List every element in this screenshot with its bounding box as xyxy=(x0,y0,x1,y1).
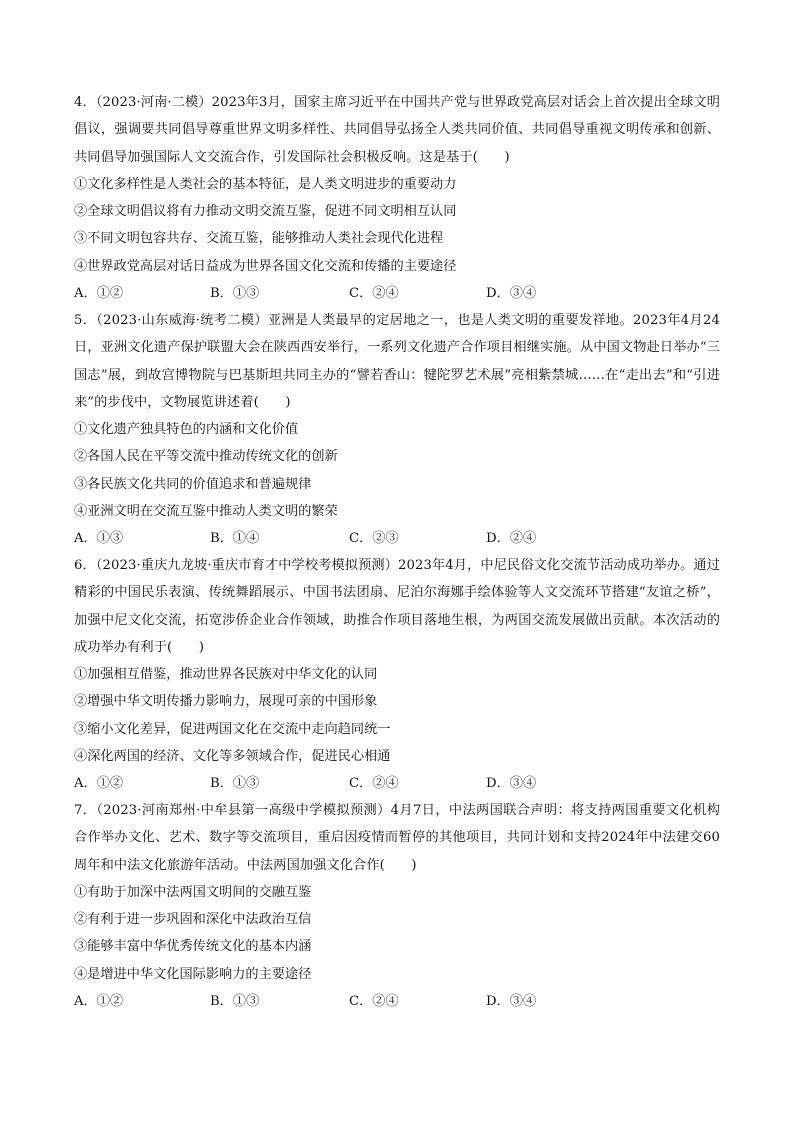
question-stem: 5．（2023·山东威海·统考二模）亚洲是人类最早的定居地之一，也是人类文明的重要发祥地。2023年4月24日，亚洲文化遗产保护联盟大会在陕西西安举行，一系列文化遗产合作项目相继实施。从中国文物赴日举办“三国志”展，到故宫博物院与巴基斯坦共同主办的“譬若香山：犍陀罗艺术展”亮相紫禁城……在“走出去”和“引进来”的步伐中，文物展览讲述着( ) xyxy=(74,313,720,410)
choice-c: C．②④ xyxy=(349,776,399,792)
question-stem: 6．（2023·重庆九龙坡·重庆市育才中学校考模拟预测）2023年4月，中尼民俗文化交流节活动成功举办。通过精彩的中国民乐表演、传统舞蹈展示、中国书法团扇、尼泊尔海娜手绘体验等人文交流环节搭建“友谊之桥”，加强中尼文化交流，拓宽涉侨企业合作领域，助推合作项目落地生根，为两国交流发展做出贡献。本次活动的成功举办有利于( ) xyxy=(74,558,720,655)
answer-choices xyxy=(74,988,720,1015)
statement-option: ③各民族文化共同的价值追求和普遍规律 xyxy=(74,476,312,492)
statement-option: ④亚洲文明在交流互鉴中推动人类文明的繁荣 xyxy=(74,504,338,520)
answer-choices xyxy=(74,525,720,552)
question-4 xyxy=(74,89,720,307)
statement-option: ①文化遗产独具特色的内涵和文化价值 xyxy=(74,422,299,438)
choice-b: B．①③ xyxy=(210,994,260,1010)
question-stem: 7．（2023·河南郑州·中牟县第一高级中学模拟预测）4月7日，中法两国联合声明：将支持两国重要文化机构合作举办文化、艺术、数字等交流项目，重启因疫情而暂停的其他项目，共同计划和支持2024年中法建交60周年和中法文化旅游年活动。中法两国加强文化合作( ) xyxy=(74,803,720,873)
question-6 xyxy=(74,552,720,798)
statement-option: ③缩小文化差异，促进两国文化在交流中走向趋同统一 xyxy=(74,721,391,737)
choice-b: B．①③ xyxy=(210,776,260,792)
choice-a: A．①② xyxy=(74,776,124,792)
choice-c: C．②③ xyxy=(349,531,399,547)
choice-b: B．①④ xyxy=(210,531,260,547)
statement-option: ④深化两国的经济、文化等多领域合作，促进民心相通 xyxy=(74,749,391,765)
statement-option: ①加强相互借鉴，推动世界各民族对中华文化的认同 xyxy=(74,667,378,683)
choice-d: D．③④ xyxy=(486,286,537,302)
answer-choices xyxy=(74,770,720,797)
question-7 xyxy=(74,797,720,1015)
choice-d: D．②④ xyxy=(486,531,537,547)
choice-a: A．①③ xyxy=(74,531,124,547)
statement-option: ②有利于进一步巩固和深化中法政治互信 xyxy=(74,912,312,928)
statement-option: ②增强中华文明传播力影响力，展现可亲的中国形象 xyxy=(74,694,378,710)
statement-option: ③能够丰富中华优秀传统文化的基本内涵 xyxy=(74,939,312,955)
statement-option: ③不同文明包容共存、交流互鉴，能够推动人类社会现代化进程 xyxy=(74,231,444,247)
choice-d: D．③④ xyxy=(486,776,537,792)
statement-option: ②全球文明倡议将有力推动文明交流互鉴，促进不同文明相互认同 xyxy=(74,204,457,220)
choice-d: D．③④ xyxy=(486,994,537,1010)
choice-c: C．②④ xyxy=(349,286,399,302)
choice-b: B．①③ xyxy=(210,286,260,302)
statement-option: ②各国人民在平等交流中推动传统文化的创新 xyxy=(74,449,338,465)
statement-option: ①文化多样性是人类社会的基本特征，是人类文明进步的重要动力 xyxy=(74,176,457,192)
choice-a: A．①② xyxy=(74,994,124,1010)
statement-option: ④是增进中华文化国际影响力的主要途径 xyxy=(74,966,312,982)
statement-option: ④世界政党高层对话日益成为世界各国文化交流和传播的主要途径 xyxy=(74,258,457,274)
choice-c: C．②④ xyxy=(349,994,399,1010)
answer-choices xyxy=(74,280,720,307)
statement-option: ①有助于加深中法两国文明间的交融互鉴 xyxy=(74,884,312,900)
question-5 xyxy=(74,307,720,553)
choice-a: A．①② xyxy=(74,286,124,302)
question-stem: 4．（2023·河南·二模）2023年3月，国家主席习近平在中国共产党与世界政党高层对话会上首次提出全球文明倡议，强调要共同倡导尊重世界文明多样性、共同倡导弘扬全人类共同价值、共同倡导重视文明传承和创新、共同倡导加强国际人文交流合作，引发国际社会积极反响。这是基于( ) xyxy=(74,95,720,165)
